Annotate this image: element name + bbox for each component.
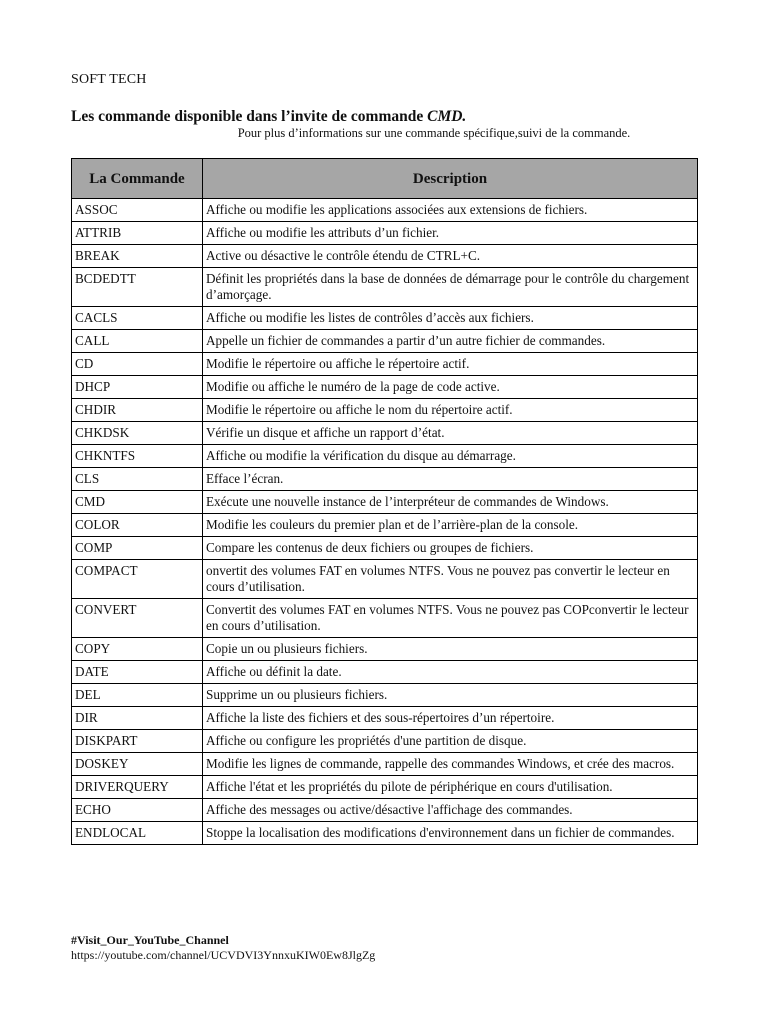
table-row — [72, 399, 698, 422]
description-cell: Affiche la liste des fichiers et des sous-répertoires d’un répertoire. — [203, 707, 698, 730]
description-cell: Affiche ou modifie les applications associées aux extensions de fichiers. — [203, 199, 698, 222]
document-subtitle — [0, 126, 768, 141]
table-row — [72, 599, 698, 638]
column-header-description: Description — [203, 159, 698, 199]
table-row — [72, 199, 698, 222]
description-cell: Modifie le répertoire ou affiche le nom du répertoire actif. — [203, 399, 698, 422]
command-cell: CMD — [72, 491, 203, 514]
command-cell: DATE — [72, 661, 203, 684]
command-cell: CHKDSK — [72, 422, 203, 445]
table-row — [72, 330, 698, 353]
table-row — [72, 422, 698, 445]
footer-url[interactable]: https://youtube.com/channel/UCVDVI3YnnxuKIW0Ew8JlgZg — [71, 948, 376, 962]
description-cell: Définit les propriétés dans la base de données de démarrage pour le contrôle du chargement d’amorçage. — [203, 268, 698, 307]
description-cell: Supprime un ou plusieurs fichiers. — [203, 684, 698, 707]
table-row — [72, 268, 698, 307]
description-cell: Affiche des messages ou active/désactive l'affichage des commandes. — [203, 799, 698, 822]
description-cell: Convertit des volumes FAT en volumes NTFS. Vous ne pouvez pas COPconvertir le lecteur en cours d’utilisation. — [203, 599, 698, 638]
command-cell: ATTRIB — [72, 222, 203, 245]
table-row — [72, 776, 698, 799]
description-cell: Modifie les lignes de commande, rappelle des commandes Windows, et crée des macros. — [203, 753, 698, 776]
table-row — [72, 822, 698, 845]
command-cell: COMPACT — [72, 560, 203, 599]
table-row — [72, 307, 698, 330]
command-cell: CLS — [72, 468, 203, 491]
table-row — [72, 684, 698, 707]
table-header-row — [72, 159, 698, 199]
table-row — [72, 661, 698, 684]
document-title — [71, 108, 466, 126]
command-cell: ASSOC — [72, 199, 203, 222]
command-cell: DHCP — [72, 376, 203, 399]
company-header: SOFT TECH — [71, 72, 147, 87]
command-cell: COLOR — [72, 514, 203, 537]
table-body — [72, 199, 698, 845]
description-cell: Exécute une nouvelle instance de l’interpréteur de commandes de Windows. — [203, 491, 698, 514]
table-row — [72, 468, 698, 491]
command-cell: DISKPART — [72, 730, 203, 753]
table-row — [72, 560, 698, 599]
table-row — [72, 514, 698, 537]
command-cell: COMP — [72, 537, 203, 560]
command-cell: ENDLOCAL — [72, 822, 203, 845]
description-cell: Affiche ou modifie la vérification du disque au démarrage. — [203, 445, 698, 468]
table-row — [72, 353, 698, 376]
description-cell: Affiche l'état et les propriétés du pilote de périphérique en cours d'utilisation. — [203, 776, 698, 799]
subtitle-text: Pour plus d’informations sur une commande spécifique,suivi de la commande. — [237, 126, 631, 140]
description-cell: Affiche ou modifie les attributs d’un fichier. — [203, 222, 698, 245]
description-cell: Active ou désactive le contrôle étendu de CTRL+C. — [203, 245, 698, 268]
table-row — [72, 638, 698, 661]
command-cell: DEL — [72, 684, 203, 707]
table-row — [72, 222, 698, 245]
description-cell: Modifie le répertoire ou affiche le répertoire actif. — [203, 353, 698, 376]
table-row — [72, 753, 698, 776]
column-header-command: La Commande — [72, 159, 203, 199]
table-row — [72, 537, 698, 560]
table-row — [72, 445, 698, 468]
description-cell: Affiche ou configure les propriétés d'une partition de disque. — [203, 730, 698, 753]
command-cell: DRIVERQUERY — [72, 776, 203, 799]
command-cell: DIR — [72, 707, 203, 730]
description-cell: Stoppe la localisation des modifications d'environnement dans un fichier de commandes. — [203, 822, 698, 845]
description-cell: Copie un ou plusieurs fichiers. — [203, 638, 698, 661]
command-cell: BREAK — [72, 245, 203, 268]
description-cell: Appelle un fichier de commandes a partir d’un autre fichier de commandes. — [203, 330, 698, 353]
description-cell: Affiche ou modifie les listes de contrôles d’accès aux fichiers. — [203, 307, 698, 330]
command-cell: DOSKEY — [72, 753, 203, 776]
table-row — [72, 707, 698, 730]
command-cell: BCDEDTT — [72, 268, 203, 307]
title-emphasis: CMD. — [427, 108, 467, 125]
command-cell: CONVERT — [72, 599, 203, 638]
description-cell: Vérifie un disque et affiche un rapport d’état. — [203, 422, 698, 445]
table-row — [72, 245, 698, 268]
description-cell: Efface l’écran. — [203, 468, 698, 491]
description-cell: Affiche ou définit la date. — [203, 661, 698, 684]
footer-hashtag: #Visit_Our_YouTube_Channel — [71, 933, 229, 947]
description-cell: Modifie les couleurs du premier plan et de l’arrière-plan de la console. — [203, 514, 698, 537]
command-cell: ECHO — [72, 799, 203, 822]
title-text: Les commande disponible dans l’invite de commande — [71, 108, 428, 125]
description-cell: onvertit des volumes FAT en volumes NTFS. Vous ne pouvez pas convertir le lecteur en cours d’utilisation. — [203, 560, 698, 599]
table-row — [72, 376, 698, 399]
description-cell: Compare les contenus de deux fichiers ou groupes de fichiers. — [203, 537, 698, 560]
table-row — [72, 799, 698, 822]
description-cell: Modifie ou affiche le numéro de la page de code active. — [203, 376, 698, 399]
table-row — [72, 491, 698, 514]
command-cell: CD — [72, 353, 203, 376]
command-cell: CALL — [72, 330, 203, 353]
command-cell: CACLS — [72, 307, 203, 330]
command-cell: COPY — [72, 638, 203, 661]
command-cell: CHKNTFS — [72, 445, 203, 468]
command-table — [71, 158, 698, 845]
command-cell: CHDIR — [72, 399, 203, 422]
table-row — [72, 730, 698, 753]
